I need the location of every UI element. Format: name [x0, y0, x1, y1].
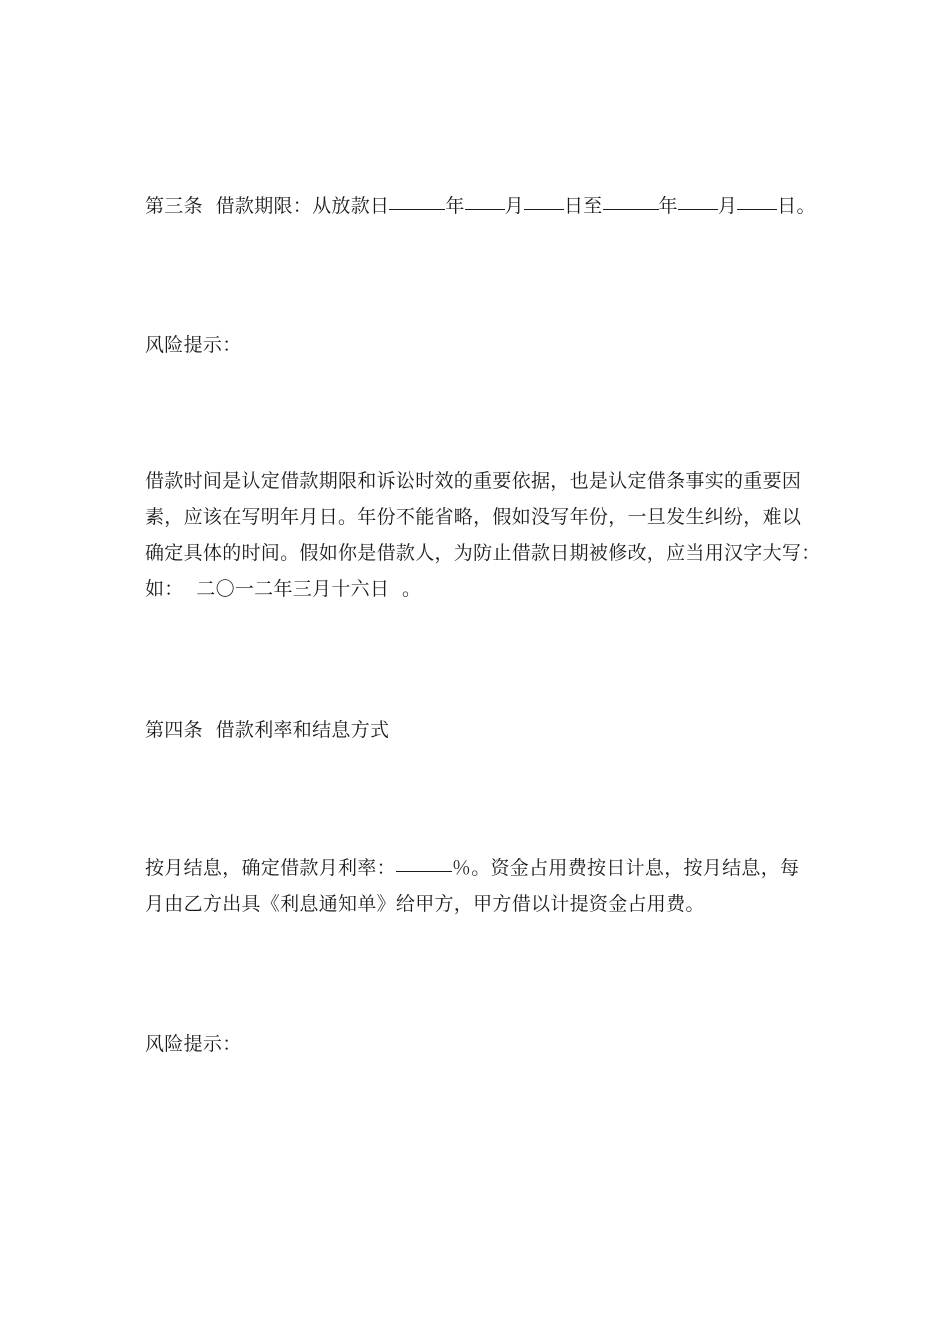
interest-text-after: ％。资金占用费按日计息，按月结息，每 — [451, 857, 800, 879]
article-4-heading — [145, 712, 825, 748]
risk-heading-2-text: 风险提示： — [145, 1033, 242, 1055]
article-4-line — [145, 712, 825, 748]
interest-line-2: 月由乙方出具《利息通知单》给甲方，甲方借以计提资金占用费。 — [145, 893, 705, 915]
blank-end-month — [678, 208, 718, 210]
article-3-paragraph — [145, 188, 825, 224]
interest-line-1 — [145, 850, 825, 886]
article-4-title: 借款利率和结息方式 — [215, 719, 390, 741]
start-day-label: 日至 — [563, 195, 603, 217]
blank-end-year — [603, 208, 659, 210]
start-month-label: 月 — [504, 195, 524, 217]
article-3-title: 借款期限： — [215, 195, 313, 217]
risk-heading-1 — [145, 327, 825, 363]
blank-start-year — [389, 208, 445, 210]
risk-1-line: 素，应该在写明年月日。年份不能省略，假如没写年份，一旦发生纠纷，难以 — [145, 506, 802, 528]
article-3-line — [145, 188, 825, 224]
start-year-label: 年 — [445, 195, 465, 217]
blank-end-day — [737, 208, 777, 210]
blank-start-month — [465, 208, 505, 210]
article-4-label: 第四条 — [145, 719, 203, 741]
risk-heading-1-text: 风险提示： — [145, 334, 242, 356]
risk-1-body — [145, 463, 825, 607]
interest-paragraph — [145, 850, 825, 922]
blank-start-day — [524, 208, 564, 210]
risk-1-line: 确定具体的时间。假如你是借款人，为防止借款日期被修改，应当用汉字大写： — [145, 542, 821, 564]
risk-heading-2 — [145, 1026, 825, 1062]
end-month-label: 月 — [717, 195, 738, 217]
blank-interest-rate — [396, 870, 452, 872]
risk-1-line: 借款时间是认定借款期限和诉讼时效的重要依据，也是认定借条事实的重要因 — [145, 470, 802, 492]
article-3-label: 第三条 — [145, 195, 203, 217]
risk-1-line: 如： 二〇一二年三月十六日 。 — [145, 578, 422, 600]
interest-text-before: 按月结息，确定借款月利率： — [145, 857, 396, 879]
end-day-label: 日。 — [777, 195, 816, 217]
article-3-from-text: 从放款日 — [312, 195, 390, 217]
end-year-label: 年 — [658, 195, 678, 217]
